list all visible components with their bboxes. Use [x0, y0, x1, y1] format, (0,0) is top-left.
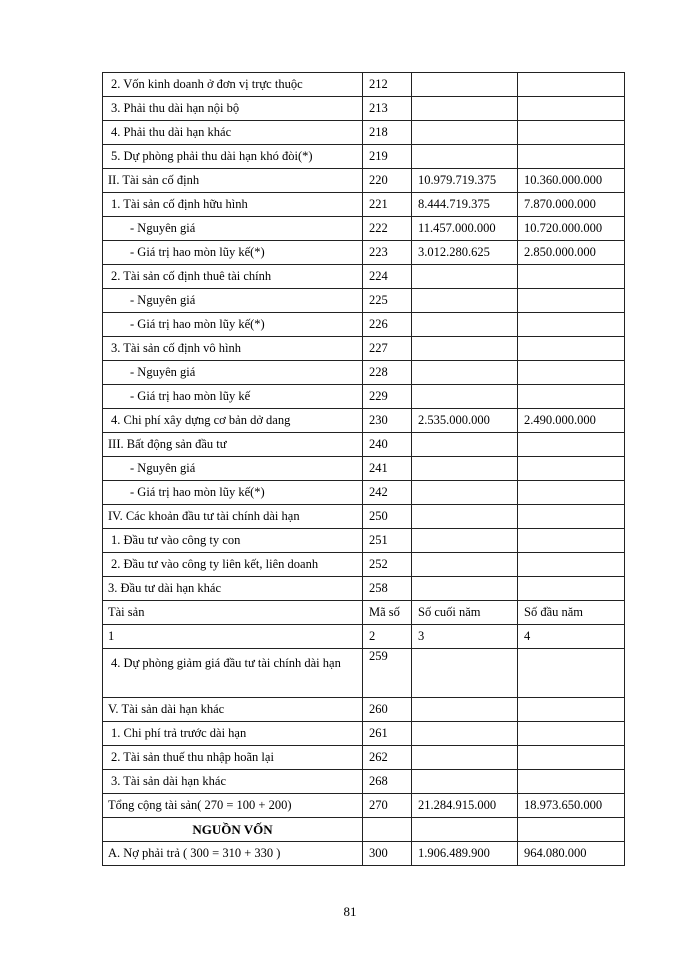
- row-end-of-year: [412, 433, 518, 457]
- row-code: 240: [363, 433, 412, 457]
- row-item-label: 4. Phải thu dài hạn khác: [111, 125, 232, 139]
- row-end-of-year: [412, 698, 518, 722]
- table-row: [103, 433, 625, 457]
- row-code: 220: [363, 169, 412, 193]
- row-start-of-year: 10.360.000.000: [518, 169, 625, 193]
- row-item-label: 2. Vốn kinh doanh ở đơn vị trực thuộc: [111, 77, 303, 91]
- table-row: [103, 313, 625, 337]
- row-code: 259: [363, 649, 412, 698]
- row-item-name: [103, 481, 363, 505]
- row-end-of-year: 3.012.280.625: [412, 241, 518, 265]
- row-code: 227: [363, 337, 412, 361]
- table-row: [103, 337, 625, 361]
- row-code: 261: [363, 722, 412, 746]
- row-item-label: - Nguyên giá: [130, 461, 196, 475]
- row-code: 300: [363, 842, 412, 866]
- table-row: [103, 770, 625, 794]
- row-end-of-year: [412, 722, 518, 746]
- row-end-of-year: 8.444.719.375: [412, 193, 518, 217]
- row-item-name: [103, 625, 363, 649]
- row-start-of-year: 2.490.000.000: [518, 409, 625, 433]
- row-item-label: 4. Chi phí xây dựng cơ bản dở dang: [111, 413, 291, 427]
- row-item-label: - Nguyên giá: [130, 221, 196, 235]
- table-row: [103, 818, 625, 842]
- row-end-of-year: [412, 337, 518, 361]
- row-code: 268: [363, 770, 412, 794]
- table-row: [103, 97, 625, 121]
- row-item-label: 2. Tài sản thuế thu nhập hoãn lại: [111, 750, 274, 764]
- row-item-label: 2. Đầu tư vào công ty liên kết, liên doanh: [111, 557, 319, 571]
- row-item-label: Tài sản: [108, 605, 145, 619]
- row-item-label: - Giá trị hao mòn lũy kế(*): [130, 485, 265, 499]
- table-row: [103, 241, 625, 265]
- row-item-name: [103, 457, 363, 481]
- row-start-of-year: [518, 529, 625, 553]
- table-row: [103, 794, 625, 818]
- row-item-name: [103, 818, 363, 842]
- table-row: [103, 361, 625, 385]
- row-item-label: 3. Tài sản cố định vô hình: [111, 341, 241, 355]
- row-code: 251: [363, 529, 412, 553]
- row-start-of-year: [518, 577, 625, 601]
- row-end-of-year: [412, 529, 518, 553]
- row-item-name: [103, 169, 363, 193]
- row-code: 241: [363, 457, 412, 481]
- row-end-of-year: [412, 746, 518, 770]
- balance-sheet-table: [102, 72, 625, 866]
- row-item-name: [103, 649, 363, 698]
- row-code: 229: [363, 385, 412, 409]
- row-start-of-year: [518, 698, 625, 722]
- row-end-of-year: [412, 265, 518, 289]
- row-end-of-year: [412, 577, 518, 601]
- table-row: [103, 529, 625, 553]
- row-code: 213: [363, 97, 412, 121]
- row-start-of-year: [518, 433, 625, 457]
- row-start-of-year: 10.720.000.000: [518, 217, 625, 241]
- row-item-name: [103, 361, 363, 385]
- row-start-of-year: [518, 361, 625, 385]
- row-item-label: 1. Đầu tư vào công ty con: [111, 533, 241, 547]
- row-item-label: A. Nợ phải trả ( 300 = 310 + 330 ): [108, 846, 281, 860]
- row-item-name: [103, 529, 363, 553]
- row-end-of-year: [412, 289, 518, 313]
- row-item-label: 2. Tài sản cố định thuê tài chính: [111, 269, 272, 283]
- row-item-name: [103, 794, 363, 818]
- row-end-of-year: [412, 121, 518, 145]
- row-code: 221: [363, 193, 412, 217]
- row-item-name: [103, 722, 363, 746]
- row-start-of-year: [518, 505, 625, 529]
- row-end-of-year: [412, 649, 518, 698]
- row-end-of-year: [412, 97, 518, 121]
- row-item-label: - Giá trị hao mòn lũy kế(*): [130, 317, 265, 331]
- row-start-of-year: [518, 289, 625, 313]
- row-start-of-year: [518, 770, 625, 794]
- row-end-of-year: [412, 553, 518, 577]
- row-item-label: II. Tài sản cố định: [108, 173, 200, 187]
- table-row: [103, 601, 625, 625]
- table-row: [103, 193, 625, 217]
- table-row: [103, 121, 625, 145]
- row-end-of-year: [412, 818, 518, 842]
- row-end-of-year: [412, 313, 518, 337]
- row-start-of-year: [518, 337, 625, 361]
- table-row: [103, 649, 625, 698]
- row-end-of-year: 3: [412, 625, 518, 649]
- row-item-name: [103, 121, 363, 145]
- table-row: [103, 698, 625, 722]
- row-start-of-year: [518, 553, 625, 577]
- row-end-of-year: Số cuối năm: [412, 601, 518, 625]
- row-end-of-year: 21.284.915.000: [412, 794, 518, 818]
- balance-sheet-body: [103, 73, 625, 866]
- row-start-of-year: [518, 121, 625, 145]
- row-item-label: - Nguyên giá: [130, 293, 196, 307]
- row-item-label: - Giá trị hao mòn lũy kế(*): [130, 245, 265, 259]
- row-start-of-year: [518, 746, 625, 770]
- row-item-name: [103, 217, 363, 241]
- table-row: [103, 625, 625, 649]
- table-row: [103, 505, 625, 529]
- table-row: [103, 385, 625, 409]
- row-item-name: [103, 553, 363, 577]
- row-item-name: [103, 289, 363, 313]
- row-start-of-year: [518, 265, 625, 289]
- row-item-label: 1: [108, 629, 115, 643]
- row-start-of-year: [518, 457, 625, 481]
- row-item-name: [103, 337, 363, 361]
- row-start-of-year: 964.080.000: [518, 842, 625, 866]
- row-start-of-year: [518, 73, 625, 97]
- row-code: 228: [363, 361, 412, 385]
- row-item-name: [103, 265, 363, 289]
- row-item-name: [103, 193, 363, 217]
- row-code: [363, 818, 412, 842]
- row-item-label: 1. Chi phí trả trước dài hạn: [111, 726, 247, 740]
- row-item-name: [103, 770, 363, 794]
- row-code: 212: [363, 73, 412, 97]
- page-number: 81: [343, 904, 357, 919]
- row-item-name: [103, 746, 363, 770]
- row-item-name: [103, 385, 363, 409]
- row-code: 225: [363, 289, 412, 313]
- row-end-of-year: 2.535.000.000: [412, 409, 518, 433]
- row-code: 270: [363, 794, 412, 818]
- row-end-of-year: [412, 145, 518, 169]
- table-row: [103, 145, 625, 169]
- row-start-of-year: 4: [518, 625, 625, 649]
- row-start-of-year: [518, 481, 625, 505]
- row-code: 258: [363, 577, 412, 601]
- table-row: [103, 169, 625, 193]
- row-item-name: [103, 505, 363, 529]
- row-end-of-year: 1.906.489.900: [412, 842, 518, 866]
- table-row: [103, 73, 625, 97]
- row-start-of-year: Số đầu năm: [518, 601, 625, 625]
- row-start-of-year: [518, 722, 625, 746]
- row-item-label: 4. Dự phòng giảm giá đầu tư tài chính dài hạn: [111, 656, 341, 670]
- row-item-name: [103, 409, 363, 433]
- row-item-label: - Giá trị hao mòn lũy kế: [130, 389, 251, 403]
- row-start-of-year: [518, 818, 625, 842]
- row-end-of-year: [412, 361, 518, 385]
- row-item-name: [103, 241, 363, 265]
- row-item-name: [103, 145, 363, 169]
- row-code: 242: [363, 481, 412, 505]
- row-end-of-year: [412, 457, 518, 481]
- row-item-name: [103, 433, 363, 457]
- table-row: [103, 289, 625, 313]
- row-item-label: 3. Đầu tư dài hạn khác: [108, 581, 221, 595]
- row-end-of-year: 11.457.000.000: [412, 217, 518, 241]
- row-start-of-year: 18.973.650.000: [518, 794, 625, 818]
- row-end-of-year: [412, 770, 518, 794]
- row-start-of-year: [518, 385, 625, 409]
- row-code: 222: [363, 217, 412, 241]
- row-start-of-year: 7.870.000.000: [518, 193, 625, 217]
- row-end-of-year: 10.979.719.375: [412, 169, 518, 193]
- row-end-of-year: [412, 481, 518, 505]
- row-start-of-year: [518, 145, 625, 169]
- row-code: 219: [363, 145, 412, 169]
- table-row: [103, 746, 625, 770]
- table-row: [103, 722, 625, 746]
- row-start-of-year: [518, 649, 625, 698]
- row-item-label: III. Bất động sản đầu tư: [108, 437, 227, 451]
- row-item-name: [103, 601, 363, 625]
- row-code: Mã số: [363, 601, 412, 625]
- row-code: 226: [363, 313, 412, 337]
- row-start-of-year: [518, 313, 625, 337]
- row-start-of-year: [518, 97, 625, 121]
- row-item-name: [103, 73, 363, 97]
- row-end-of-year: [412, 505, 518, 529]
- row-code: 262: [363, 746, 412, 770]
- row-code: 250: [363, 505, 412, 529]
- row-item-name: [103, 313, 363, 337]
- table-row: [103, 265, 625, 289]
- table-row: [103, 217, 625, 241]
- row-code: 224: [363, 265, 412, 289]
- row-item-label: Tổng cộng tài sản( 270 = 100 + 200): [108, 798, 292, 812]
- table-row: [103, 577, 625, 601]
- row-item-label: 5. Dự phòng phải thu dài hạn khó đòi(*): [111, 149, 313, 163]
- row-code: 218: [363, 121, 412, 145]
- table-row: [103, 481, 625, 505]
- row-item-label: 1. Tài sản cố định hữu hình: [111, 197, 248, 211]
- row-code: 260: [363, 698, 412, 722]
- row-code: 252: [363, 553, 412, 577]
- row-start-of-year: 2.850.000.000: [518, 241, 625, 265]
- row-code: 230: [363, 409, 412, 433]
- row-item-label: 3. Tài sản dài hạn khác: [111, 774, 227, 788]
- row-code: 2: [363, 625, 412, 649]
- row-item-label: IV. Các khoản đầu tư tài chính dài hạn: [108, 509, 300, 523]
- row-item-name: [103, 97, 363, 121]
- table-row: [103, 553, 625, 577]
- row-item-label: V. Tài sản dài hạn khác: [108, 702, 225, 716]
- table-row: [103, 842, 625, 866]
- row-item-name: [103, 577, 363, 601]
- row-item-label: - Nguyên giá: [130, 365, 196, 379]
- row-item-name: [103, 698, 363, 722]
- row-item-label: NGUỒN VỐN: [192, 822, 273, 837]
- table-row: [103, 409, 625, 433]
- row-item-name: [103, 842, 363, 866]
- row-code: 223: [363, 241, 412, 265]
- row-item-label: 3. Phải thu dài hạn nội bộ: [111, 101, 240, 115]
- row-end-of-year: [412, 385, 518, 409]
- row-end-of-year: [412, 73, 518, 97]
- table-row: [103, 457, 625, 481]
